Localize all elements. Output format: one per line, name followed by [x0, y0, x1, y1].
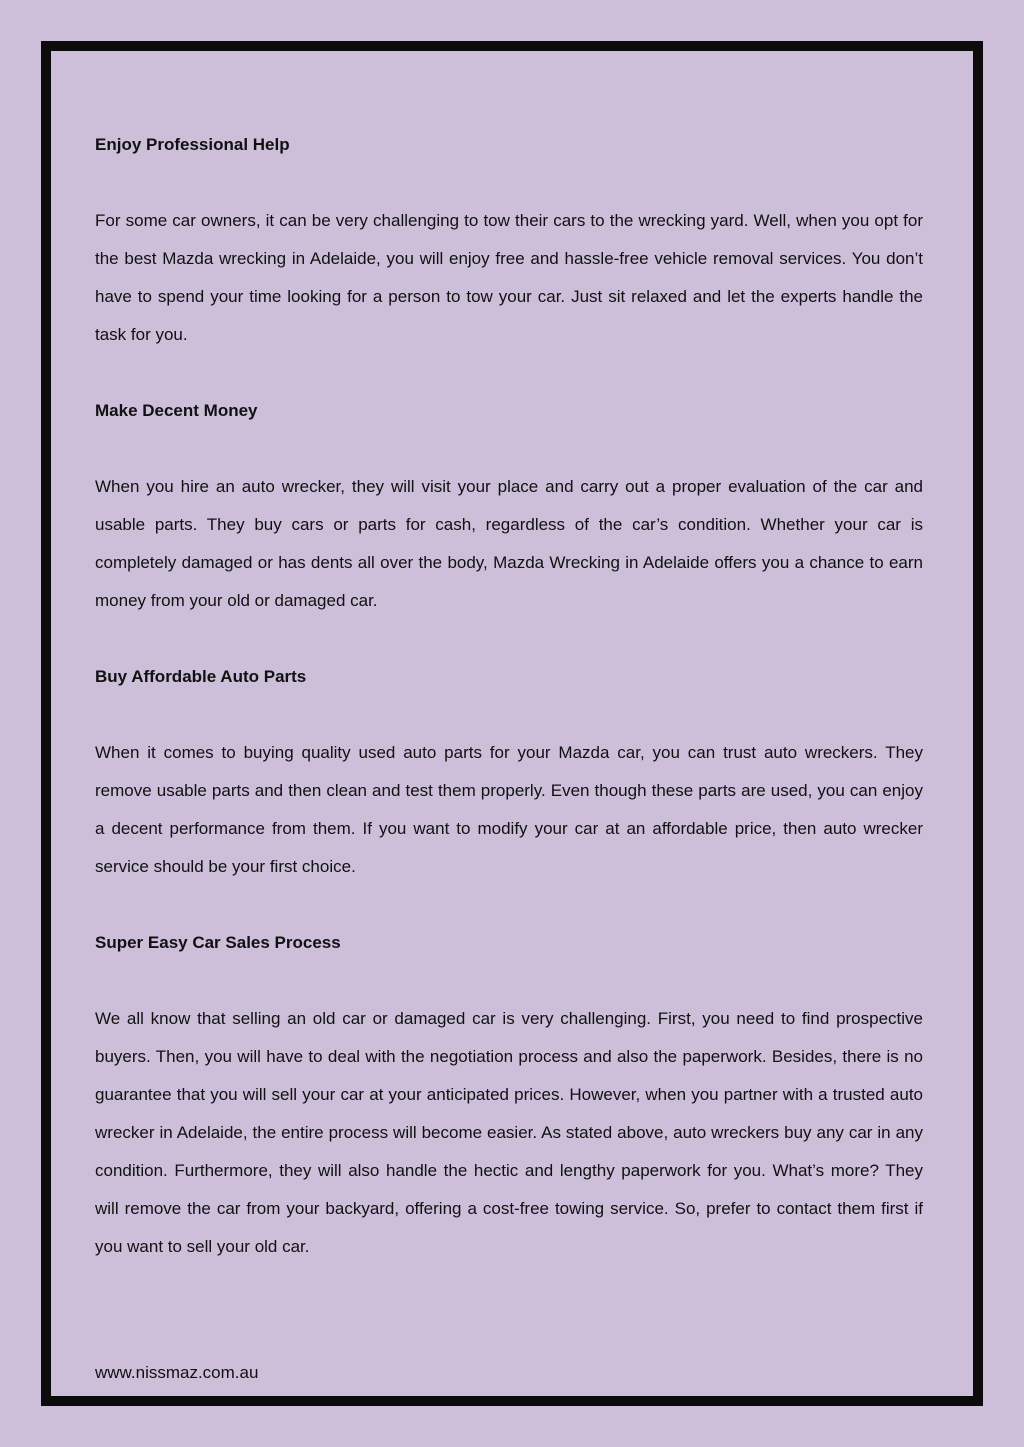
footer-website-url: www.nissmaz.com.au [95, 1363, 259, 1382]
section-heading-professional-help: Enjoy Professional Help [95, 135, 290, 154]
section-body-car-sales: We all know that selling an old car or damaged car is very challenging. First, you need to find prospective buyers. Then, you will have to deal with the negotiation process and also the paperwork. Besides, there is no guarantee that you will sell your car at your anticipated prices. However, when you partner with a trusted auto wrecker in Adelaide, the entire process will become easier. As stated above, auto wreckers buy any car in any condition. Furthermore, they will also handle the hectic and lengthy paperwork for you. What’s more? They will remove the car from your backyard, offering a cost-free towing service. So, prefer to contact them first if you want to sell your old car. [95, 1009, 923, 1256]
section-heading-car-sales: Super Easy Car Sales Process [95, 933, 341, 952]
section-body-auto-parts: When it comes to buying quality used auto parts for your Mazda car, you can trust auto wreckers. They remove usable parts and then clean and test them properly. Even though these parts are used, you can enjoy a decent performance from them. If you want to modify your car at an affordable price, then auto wrecker service should be your first choice. [95, 743, 923, 876]
document-content [95, 126, 923, 1304]
section-body-professional-help: For some car owners, it can be very challenging to tow their cars to the wrecking yard. Well, when you opt for the best Mazda wrecking in Adelaide, you will enjoy free and hassle-free vehicle removal services. You don’t have to spend your time looking for a person to tow your car. Just sit relaxed and let the experts handle the task for you. [95, 211, 923, 344]
section-body-decent-money: When you hire an auto wrecker, they will visit your place and carry out a proper evaluation of the car and usable parts. They buy cars or parts for cash, regardless of the car’s condition. Whether your car is completely damaged or has dents all over the body, Mazda Wrecking in Adelaide offers you a chance to earn money from your old or damaged car. [95, 477, 923, 610]
section-heading-auto-parts: Buy Affordable Auto Parts [95, 667, 307, 686]
section-heading-decent-money: Make Decent Money [95, 401, 258, 420]
